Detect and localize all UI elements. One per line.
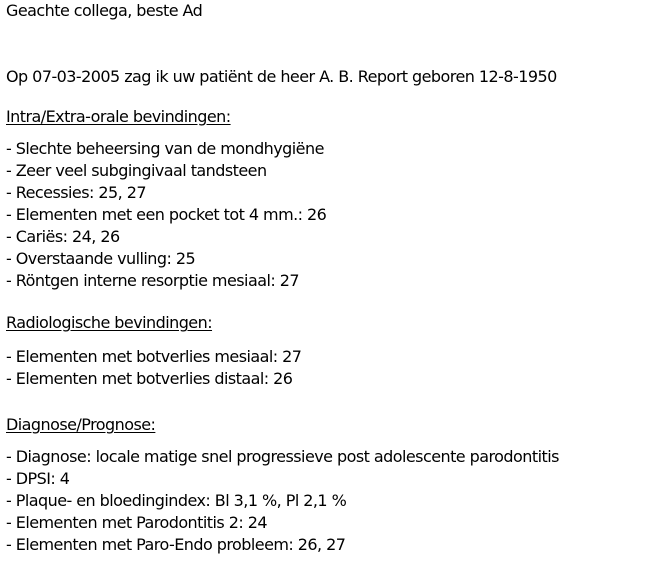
spacer [6,22,656,66]
list-item: - Overstaande vulling: 25 [6,249,196,268]
list-item: - Zeer veel subgingivaal tandsteen [6,161,267,180]
greeting: Geachte collega, beste Ad [6,1,203,20]
list-item: - DPSI: 4 [6,469,70,488]
list-item: - Cariës: 24, 26 [6,227,120,246]
spacer [6,128,656,138]
section-heading-radiologisch: Radiologische bevindingen: [6,313,213,332]
findings-list-diagnose [6,446,656,556]
list-item: - Diagnose: locale matige snel progressieve post adolescente parodontitis [6,447,559,466]
spacer [6,334,656,346]
list-item: - Elementen met Paro-Endo probleem: 26, 27 [6,535,346,554]
list-item: - Recessies: 25, 27 [6,183,146,202]
list-item: - Slechte beheersing van de mondhygiëne [6,139,324,158]
spacer [6,88,656,106]
findings-list-radiologisch [6,346,656,390]
intro-paragraph: Op 07-03-2005 zag ik uw patiënt de heer A. B. Report geboren 12-8-1950 [6,67,557,86]
section-heading-diagnose: Diagnose/Prognose: [6,415,156,434]
section-heading-intra-extra: Intra/Extra-orale bevindingen: [6,107,231,126]
spacer [6,390,656,414]
list-item: - Elementen met Parodontitis 2: 24 [6,513,267,532]
list-item: - Elementen met botverlies distaal: 26 [6,369,293,388]
list-item: - Plaque- en bloedingindex: Bl 3,1 %, Pl 2,1 % [6,491,347,510]
findings-list-intra-extra [6,138,656,292]
list-item: - Elementen met botverlies mesiaal: 27 [6,347,302,366]
list-item: - Elementen met een pocket tot 4 mm.: 26 [6,205,327,224]
list-item: - Röntgen interne resorptie mesiaal: 27 [6,271,299,290]
spacer [6,292,656,312]
letter-document [6,0,656,556]
spacer [6,436,656,446]
